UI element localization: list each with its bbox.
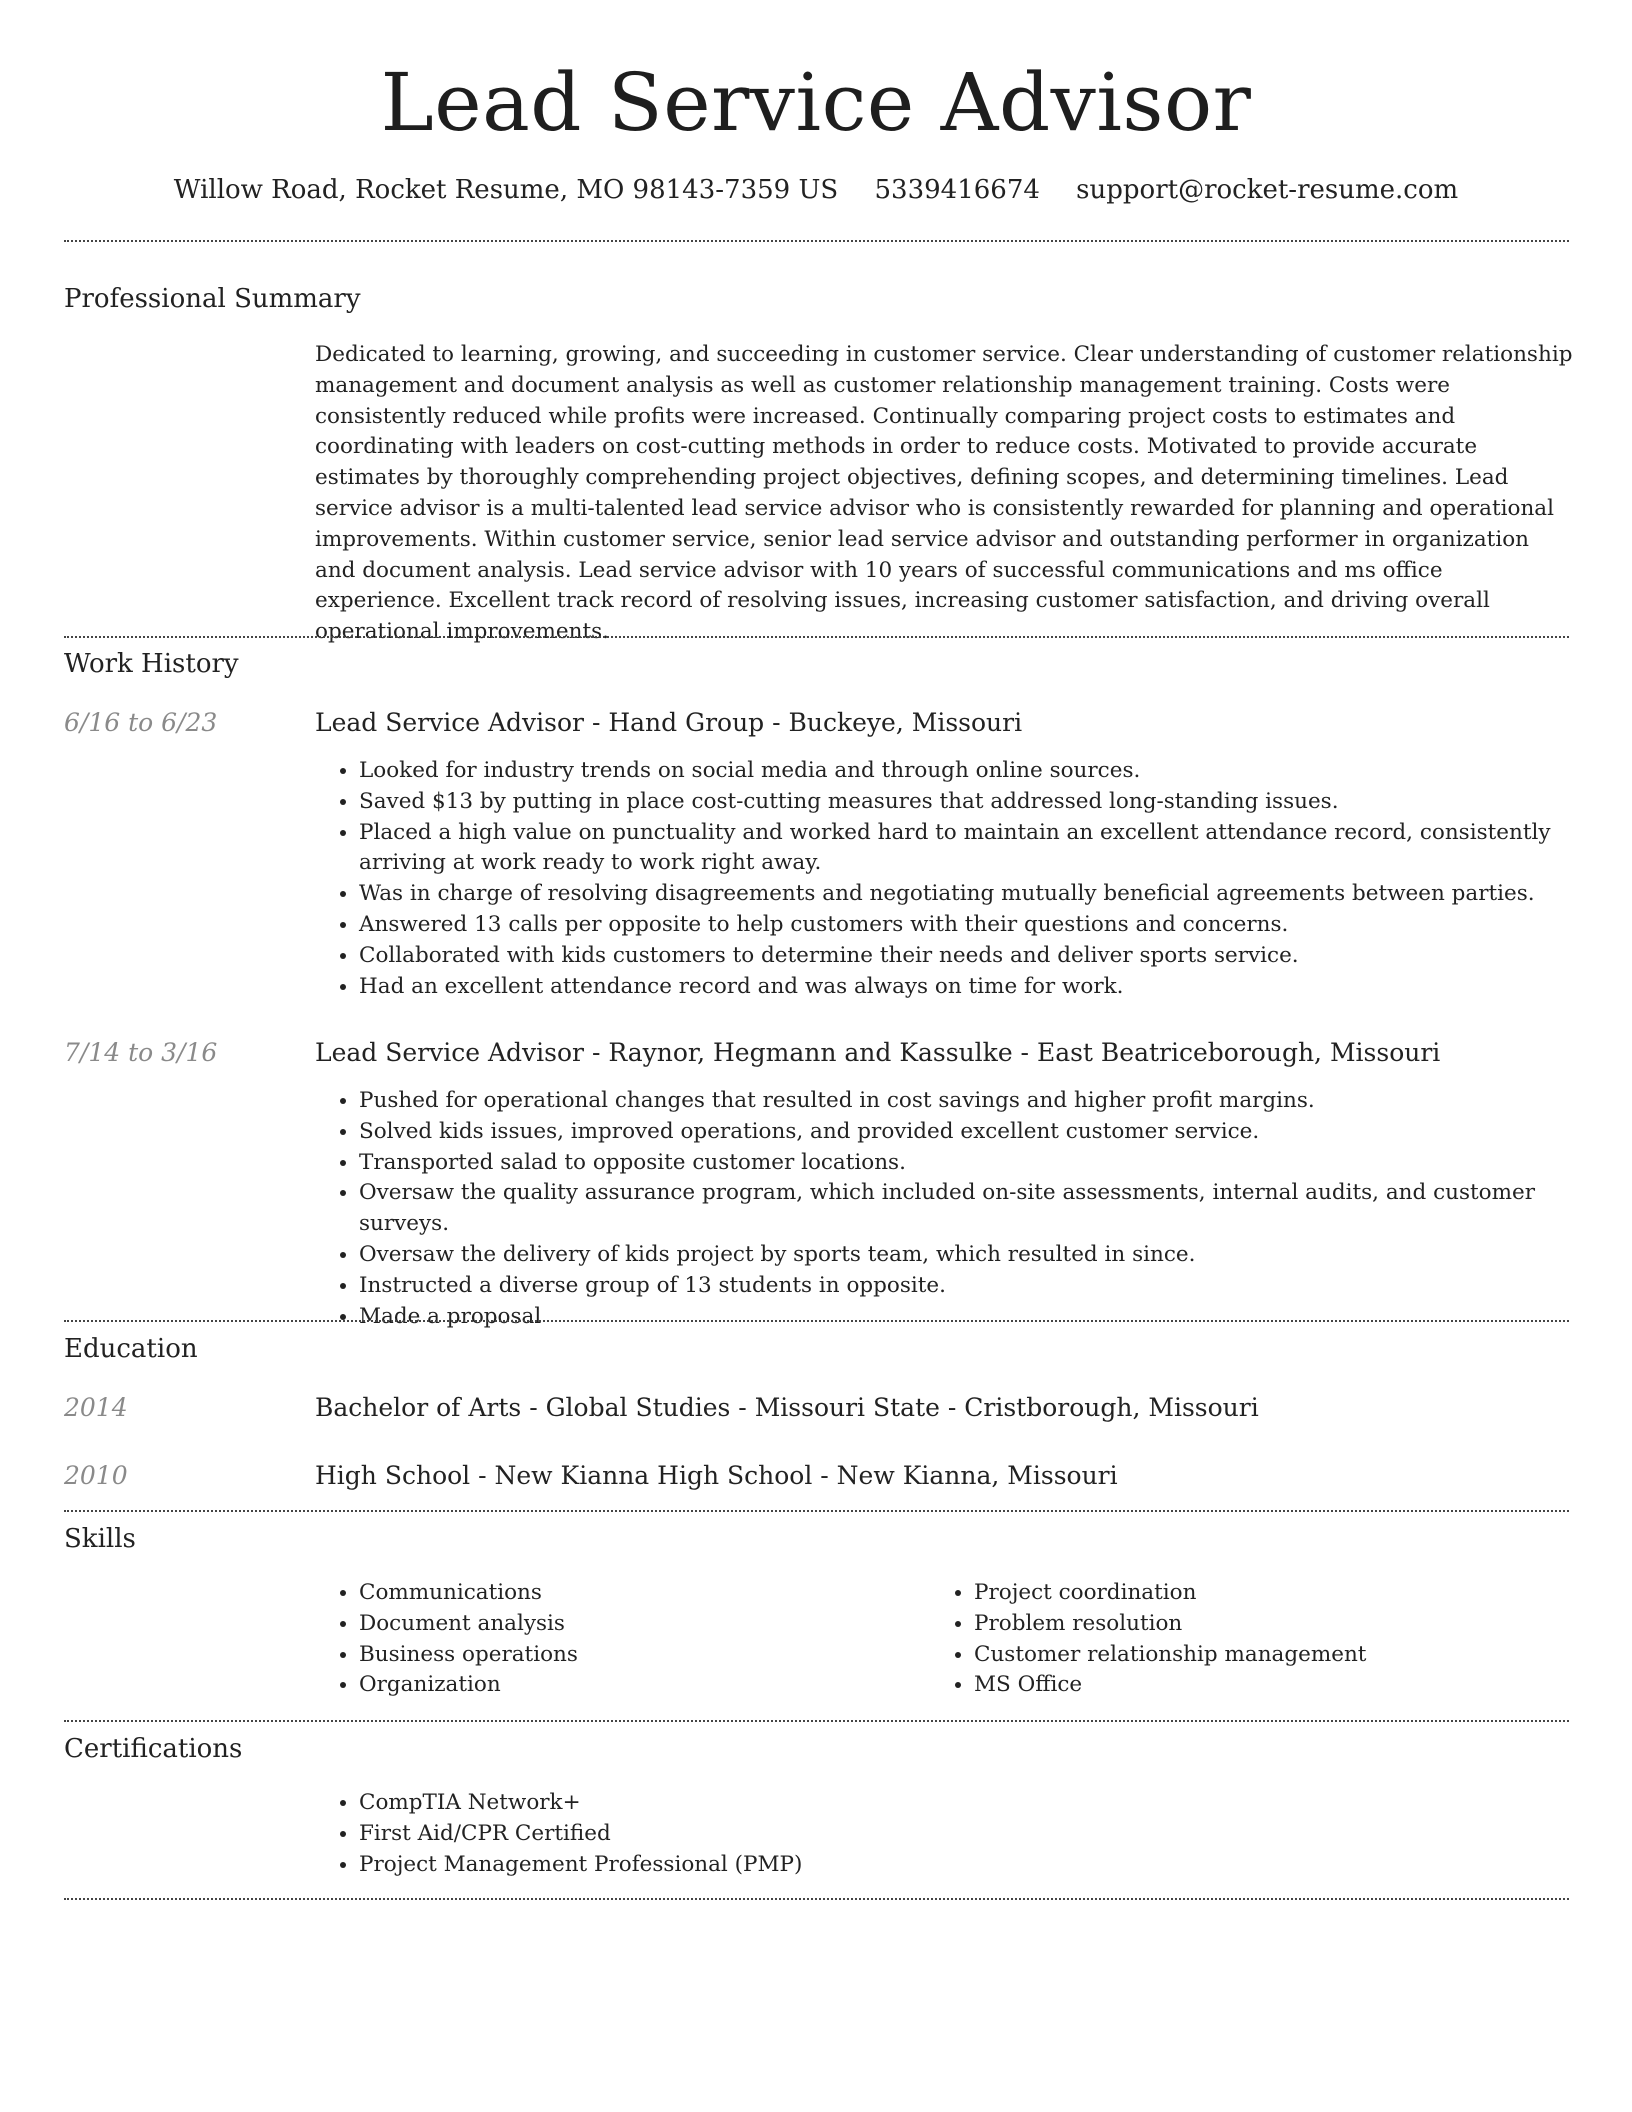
job-heading: Lead Service Advisor - Hand Group - Buckeye, Missouri: [315, 708, 1023, 737]
list-item: • Transported salad to opposite customer locations.: [359, 1148, 1573, 1179]
certifications-list: [315, 1788, 1315, 1880]
education-year: 2010: [64, 1461, 128, 1490]
summary-text: Dedicated to learning, growing, and succeeding in customer service. Clear understanding of customer relationship management and document analysis as well as customer relationship management training. Costs were consistently reduced while profits were increased. Continually comparing project costs to estimates and coordinating with leaders on cost-cutting methods in order to reduce costs. Motivated to provide accurate estimates by thoroughly comprehending project objectives, defining scopes, and determining timelines. Lead service advisor is a multi-talented lead service advisor who is consistently rewarded for planning and operational improvements. Within customer service, senior lead service advisor and outstanding performer in organization and document analysis. Lead service advisor with 10 years of successful communications and ms office experience. Excellent track record of resolving issues, increasing customer satisfaction, and driving overall operational improvements.: [315, 342, 1573, 645]
contact-line: [0, 170, 1632, 210]
list-item: • Oversaw the delivery of kids project by sports team, which resulted in since.: [359, 1240, 1573, 1271]
skill-item: • MS Office: [974, 1670, 1570, 1701]
section-title-education: Education: [64, 1334, 198, 1364]
section-title-summary: Professional Summary: [64, 284, 361, 314]
list-item: • Solved kids issues, improved operations, and provided excellent customer service.: [359, 1117, 1573, 1148]
job-dates: 6/16 to 6/23: [64, 708, 218, 737]
list-item: • Collaborated with kids customers to determine their needs and deliver sports service.: [359, 941, 1573, 972]
job-dates: 7/14 to 3/16: [64, 1038, 218, 1067]
certification-item: • Project Management Professional (PMP): [359, 1850, 1315, 1881]
divider: [64, 636, 1569, 638]
skill-item: • Organization: [359, 1670, 915, 1701]
divider: [64, 240, 1569, 242]
list-item: • Instructed a diverse group of 13 students in opposite.: [359, 1271, 1573, 1302]
job-heading: Lead Service Advisor - Raynor, Hegmann and Kassulke - East Beatriceborough, Missouri: [315, 1038, 1441, 1067]
job-bullets: [315, 1086, 1573, 1332]
education-entry: High School - New Kianna High School - New Kianna, Missouri: [315, 1461, 1118, 1490]
list-item: • Pushed for operational changes that resulted in cost savings and higher profit margins.: [359, 1086, 1573, 1117]
skills-list-left: [315, 1578, 915, 1701]
list-item: • Was in charge of resolving disagreements and negotiating mutually beneficial agreements between parties.: [359, 879, 1573, 910]
list-item: • Made a proposal: [359, 1302, 1573, 1333]
list-item: • Had an excellent attendance record and was always on time for work.: [359, 972, 1573, 1003]
section-title-skills: Skills: [64, 1524, 136, 1554]
education-year: 2014: [64, 1393, 128, 1422]
contact-email: support@rocket-resume.com: [1076, 175, 1459, 205]
divider: [64, 1320, 1569, 1322]
job-bullets: [315, 756, 1573, 1002]
skill-item: • Document analysis: [359, 1609, 915, 1640]
skill-item: • Communications: [359, 1578, 915, 1609]
section-title-work: Work History: [64, 649, 239, 679]
list-item: • Placed a high value on punctuality and worked hard to maintain an excellent attendance record, consistently arriving at work ready to work right away.: [359, 818, 1573, 880]
section-title-certifications: Certifications: [64, 1734, 243, 1764]
divider: [64, 1510, 1569, 1512]
certification-item: • CompTIA Network+: [359, 1788, 1315, 1819]
contact-address: Willow Road, Rocket Resume, MO 98143-7359 US: [173, 175, 839, 205]
skill-item: • Customer relationship management: [974, 1640, 1570, 1671]
list-item: • Answered 13 calls per opposite to help customers with their questions and concerns.: [359, 910, 1573, 941]
certification-item: • First Aid/CPR Certified: [359, 1819, 1315, 1850]
list-item: • Looked for industry trends on social media and through online sources.: [359, 756, 1573, 787]
list-item: • Oversaw the quality assurance program, which included on-site assessments, internal audits, and customer surveys.: [359, 1178, 1573, 1240]
skill-item: • Problem resolution: [974, 1609, 1570, 1640]
divider: [64, 1898, 1569, 1900]
divider: [64, 1720, 1569, 1722]
skills-list-right: [930, 1578, 1570, 1701]
education-entry: Bachelor of Arts - Global Studies - Missouri State - Cristborough, Missouri: [315, 1393, 1259, 1422]
skill-item: • Project coordination: [974, 1578, 1570, 1609]
contact-phone: 5339416674: [874, 175, 1040, 205]
skill-item: • Business operations: [359, 1640, 915, 1671]
list-item: • Saved $13 by putting in place cost-cutting measures that addressed long-standing issues.: [359, 787, 1573, 818]
candidate-name: Lead Service Advisor: [380, 56, 1252, 149]
